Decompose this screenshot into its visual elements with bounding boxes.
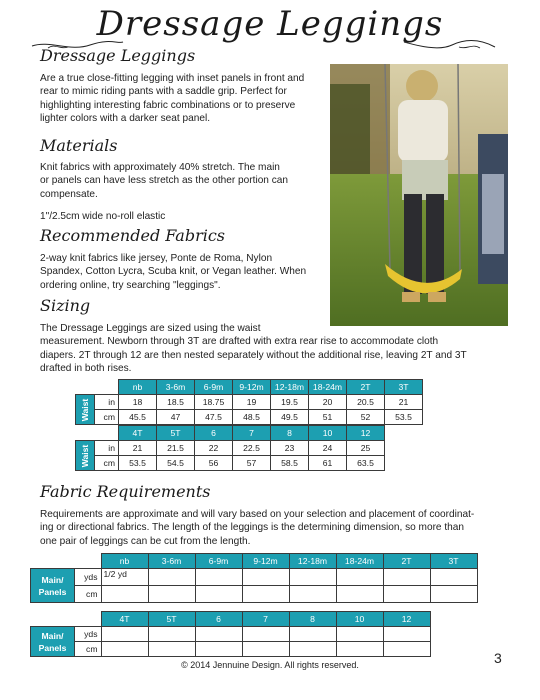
- sizing-heading: Sizing: [40, 296, 91, 315]
- materials-line: compensate.: [40, 188, 98, 200]
- recommended-text: [40, 252, 306, 292]
- size-header: 6-9m: [195, 554, 242, 569]
- value-cell: 22.5: [233, 441, 271, 456]
- value-cell: 22: [195, 441, 233, 456]
- size-header: 9-12m: [242, 554, 289, 569]
- table-row: [76, 410, 423, 425]
- table-row: [76, 441, 385, 456]
- intro-line: rear to mimic riding pants with a saddle grip. Perfect for: [40, 86, 287, 98]
- value-cell: 53.5: [119, 456, 157, 471]
- size-header: 4T: [119, 426, 157, 441]
- size-header: 10: [336, 612, 383, 627]
- size-header: 3-6m: [148, 554, 195, 569]
- intro-heading: Dressage Leggings: [40, 46, 196, 65]
- value-cell: 61: [309, 456, 347, 471]
- intro-line: Are a true close-fitting legging with inset panels in front and: [40, 73, 305, 84]
- sizing-text: [40, 322, 467, 375]
- value-cell: 58.5: [271, 456, 309, 471]
- waist-label: Waist: [76, 395, 95, 425]
- size-header: 12: [383, 612, 430, 627]
- unit-cell: yds: [75, 569, 102, 586]
- table-row: [76, 456, 385, 471]
- copyright-footer: © 2014 Jennuine Design. All rights reserved.: [181, 660, 359, 670]
- recommended-line: 2-way knit fabrics like jersey, Ponte de Roma, Nylon: [40, 253, 273, 264]
- table-header-row: [31, 612, 431, 627]
- value-cell: 21: [385, 395, 423, 410]
- recommended-line: Spandex, Cotton Lycra, Scuba knit, or Vegan leather. When: [40, 266, 307, 278]
- intro-line: lighter colors with a darker seat panel.: [40, 112, 210, 124]
- materials-line: Knit fabrics with approximately 40% stretch. The main: [40, 162, 280, 173]
- table-header-row: [31, 554, 478, 569]
- size-header: 18-24m: [309, 380, 347, 395]
- value-cell: 19: [233, 395, 271, 410]
- value-cell: 47.5: [195, 410, 233, 425]
- fabric-heading: Fabric Requirements: [40, 482, 211, 501]
- right-flourish: [402, 38, 497, 52]
- table-row: [31, 642, 431, 657]
- size-header: 2T: [383, 554, 430, 569]
- value-cell: 54.5: [157, 456, 195, 471]
- value-cell: 21: [119, 441, 157, 456]
- value-cell: 51: [309, 410, 347, 425]
- size-header: 12-18m: [271, 380, 309, 395]
- child-leggings-photo: [330, 64, 508, 326]
- value-cell: 20: [309, 395, 347, 410]
- unit-cell: cm: [95, 456, 119, 471]
- unit-cell: in: [95, 395, 119, 410]
- size-header: 6: [195, 612, 242, 627]
- size-header: 5T: [157, 426, 195, 441]
- value-cell: 57: [233, 456, 271, 471]
- value-cell: 18: [119, 395, 157, 410]
- size-header: 3T: [430, 554, 477, 569]
- size-header: 2T: [347, 380, 385, 395]
- value-cell: 45.5: [119, 410, 157, 425]
- value-cell: 63.5: [347, 456, 385, 471]
- unit-cell: in: [95, 441, 119, 456]
- elastic-text: 1"/2.5cm wide no-roll elastic: [40, 211, 166, 222]
- table-row: [31, 586, 478, 603]
- table-row: [31, 627, 431, 642]
- value-cell: 52: [347, 410, 385, 425]
- size-header: 3T: [385, 380, 423, 395]
- size-header: 9-12m: [233, 380, 271, 395]
- value-cell: 21.5: [157, 441, 195, 456]
- unit-cell: cm: [75, 586, 102, 603]
- value-cell: 24: [309, 441, 347, 456]
- sizing-line: The Dressage Leggings are sized using the waist: [40, 323, 261, 334]
- value-cell: 47: [157, 410, 195, 425]
- main-panels-label: Main/ Panels: [31, 627, 75, 657]
- size-header: 8: [289, 612, 336, 627]
- size-header: nb: [119, 380, 157, 395]
- main-panels-label: Main/ Panels: [31, 569, 75, 603]
- page-title: Dressage Leggings: [96, 4, 444, 44]
- unit-cell: cm: [75, 642, 102, 657]
- value-cell: 23: [271, 441, 309, 456]
- fabric-line: one pair of leggings can be cut from the length.: [40, 535, 251, 547]
- fabric-requirements-table-1: [30, 553, 478, 603]
- unit-cell: yds: [75, 627, 102, 642]
- size-header: 6-9m: [195, 380, 233, 395]
- value-cell: 49.5: [271, 410, 309, 425]
- table-row: [76, 395, 423, 410]
- value-cell: 19.5: [271, 395, 309, 410]
- fabric-requirements-table-2: [30, 611, 431, 657]
- value-cell: 48.5: [233, 410, 271, 425]
- unit-cell: cm: [95, 410, 119, 425]
- table-header-row: [76, 426, 385, 441]
- size-header: 5T: [148, 612, 195, 627]
- materials-heading: Materials: [40, 136, 118, 155]
- sizing-line: drafted in both rises.: [40, 362, 132, 374]
- table-row: [31, 569, 478, 586]
- value-cell: 18.5: [157, 395, 195, 410]
- fabric-text: [40, 508, 474, 548]
- size-header: 7: [233, 426, 271, 441]
- recommended-line: ordering online, try searching "leggings".: [40, 279, 221, 291]
- table-header-row: [76, 380, 423, 395]
- value-cell: 18.75: [195, 395, 233, 410]
- size-header: 4T: [101, 612, 148, 627]
- size-header: 18-24m: [336, 554, 383, 569]
- materials-line: or panels can have less stretch as the other portion can: [40, 175, 289, 187]
- value-cell: 20.5: [347, 395, 385, 410]
- value-cell: 53.5: [385, 410, 423, 425]
- intro-line: highlighting interesting fabric combinations or to preserve: [40, 99, 296, 111]
- fabric-line: ing or directional fabrics. The length of the leggings is the determining dimension, so more than: [40, 522, 464, 534]
- size-header: 7: [242, 612, 289, 627]
- size-header: 3-6m: [157, 380, 195, 395]
- size-header: 10: [309, 426, 347, 441]
- waist-label: Waist: [76, 441, 95, 471]
- sizing-line: diapers. 2T through 12 are then nested separately without the additional rise, leaving 2T and 3T: [40, 349, 467, 361]
- page-number: 3: [494, 650, 502, 666]
- size-header: 12: [347, 426, 385, 441]
- sizing-line: measurement. Newborn through 3T are drafted with extra rear rise to accommodate cloth: [40, 336, 439, 348]
- size-header: 8: [271, 426, 309, 441]
- waist-size-table-2: [75, 425, 385, 471]
- size-header: 12-18m: [289, 554, 336, 569]
- size-header: nb: [101, 554, 148, 569]
- size-header: 6: [195, 426, 233, 441]
- value-cell: 25: [347, 441, 385, 456]
- value-cell: 56: [195, 456, 233, 471]
- value-cell: 1/2 yd: [101, 569, 148, 586]
- recommended-heading: Recommended Fabrics: [40, 226, 225, 245]
- intro-text: [40, 72, 304, 125]
- fabric-line: Requirements are approximate and will vary based on your selection and placement of coordinat-: [40, 509, 475, 520]
- materials-text: [40, 161, 288, 201]
- waist-size-table-1: [75, 379, 423, 425]
